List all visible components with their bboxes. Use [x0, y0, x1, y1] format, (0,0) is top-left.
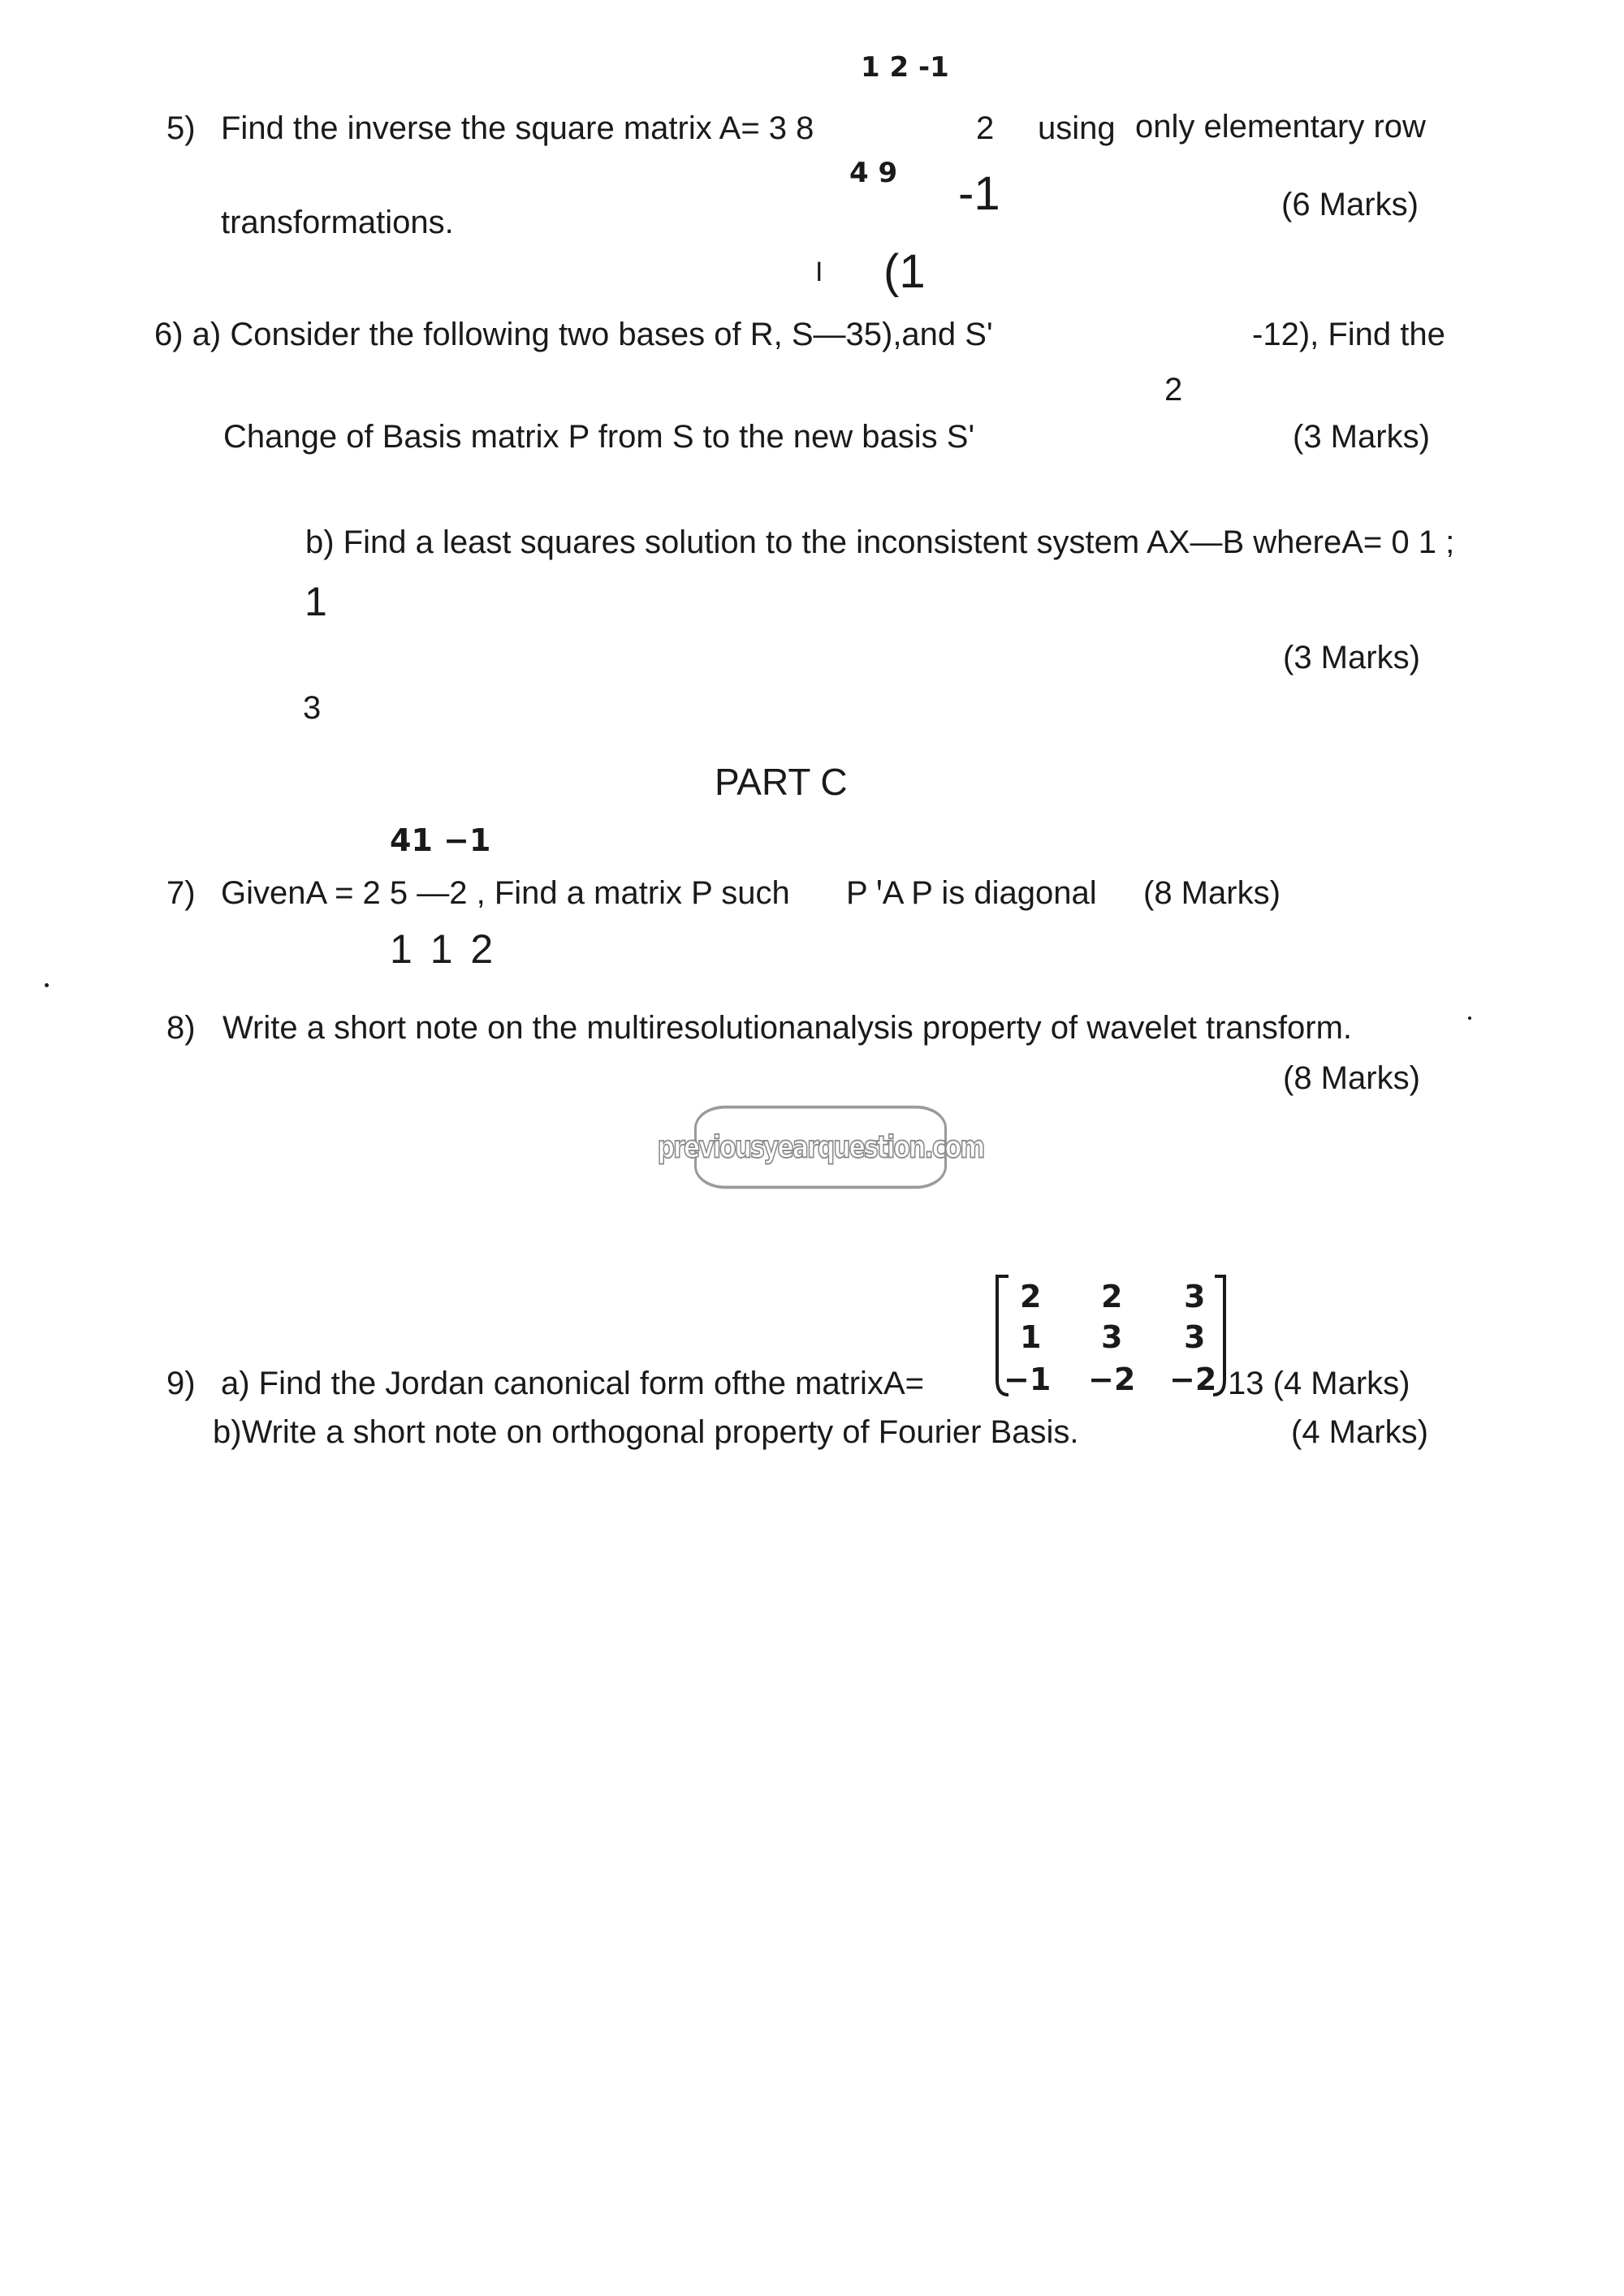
q9-a-marks: 13 (4 Marks): [1228, 1366, 1410, 1401]
q9-matrix-cell-2-3: 3: [1184, 1319, 1206, 1355]
q5-matrix-row3-right: -1: [958, 167, 1000, 220]
q7-middle: P ꞌA P is diagonal: [846, 875, 1097, 911]
q6-b-three: 3: [303, 690, 322, 726]
q6-a-text-right: -12), Find the: [1252, 317, 1445, 352]
q6-paren-one: (1: [883, 245, 926, 298]
q6-a-line2: Change of Basis matrix P from S to the new basis S': [223, 419, 975, 455]
q5-matrix-row1: 1 2 -1: [861, 51, 949, 84]
q9-b-text: b)Write a short note on orthogonal property of Fourier Basis.: [213, 1414, 1079, 1450]
q6-b-text: b) Find a least squares solution to the inconsistent system AX—B whereA= 0 1 ;: [305, 524, 1455, 560]
q7-matrix-row3: 1 1 2: [390, 926, 497, 972]
q9-matrix-cell-1-1: 2: [1020, 1279, 1042, 1314]
q7-text: GivenA = 2 5 —2 , Find a matrix P such: [221, 875, 790, 911]
stray-dot: [45, 983, 49, 987]
q7-number: 7): [166, 875, 196, 911]
watermark-text: previousyearquestion.com: [657, 1129, 984, 1165]
q9-matrix-cell-3-3: −2: [1169, 1362, 1217, 1397]
q5-line2: transformations.: [221, 205, 454, 240]
q5-marks: (6 Marks): [1281, 187, 1419, 222]
q8-text: Write a short note on the multiresolutionanalysis property of wavelet transform.: [222, 1010, 1353, 1046]
q5-matrix-row2-right: 2: [976, 110, 995, 146]
q7-marks: (8 Marks): [1143, 875, 1281, 911]
q6-a-text: 6) a) Consider the following two bases of R, S—35),and S': [154, 317, 993, 352]
q6-a-marks: (3 Marks): [1293, 419, 1430, 455]
q9-matrix-cell-1-3: 3: [1184, 1279, 1206, 1314]
q5-text: Find the inverse the square matrix A= 3 8: [221, 110, 814, 146]
q8-marks: (8 Marks): [1283, 1060, 1420, 1096]
q5-using: using: [1038, 110, 1116, 146]
q6-b-marks: (3 Marks): [1283, 640, 1420, 675]
q9-matrix-cell-3-1: −1: [1004, 1362, 1052, 1397]
q9-number: 9): [166, 1366, 196, 1401]
q9-matrix-cell-3-2: −2: [1088, 1362, 1136, 1397]
q5-text-rest: only elementary row: [1135, 109, 1426, 145]
q5-matrix-row3-left: 4 9: [849, 157, 898, 189]
q6-b-one: 1: [304, 579, 327, 624]
q9-b-marks: (4 Marks): [1291, 1414, 1428, 1450]
q7-matrix-row1: 41 −1: [390, 822, 491, 858]
part-c-heading: PART C: [715, 761, 848, 803]
q5-number: 5): [166, 110, 196, 146]
q9-a-text: a) Find the Jordan canonical form ofthe matrixA=: [221, 1366, 924, 1401]
q6-tick-mark: I: [815, 257, 823, 287]
stray-dot-right: [1468, 1016, 1471, 1020]
q9-matrix-cell-2-1: 1: [1020, 1319, 1042, 1355]
q8-number: 8): [166, 1010, 196, 1046]
watermark-logo: [657, 1106, 984, 1189]
q9-matrix-cell-1-2: 2: [1101, 1279, 1123, 1314]
q9-matrix-cell-2-2: 3: [1101, 1319, 1123, 1355]
q6-sub-two: 2: [1164, 372, 1183, 408]
